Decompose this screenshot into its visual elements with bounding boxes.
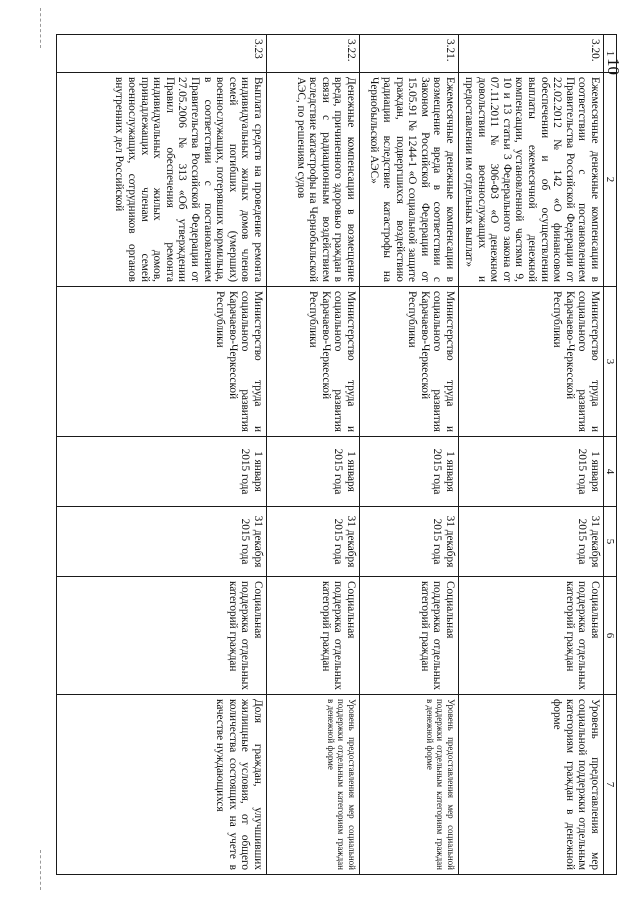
column-number-row xyxy=(604,35,617,875)
executor: Министерство труда и социального развития Карачаево-Черкесской Республики xyxy=(267,287,360,437)
executor: Министерство труда и социального развития Карачаево-Черкесской Республики xyxy=(459,287,604,437)
indicator: Уровень предоставления мер социальной поддержки отдельным категориям граждан в денежной форме xyxy=(459,695,604,875)
end-date: 31 декабря 2015 года xyxy=(57,507,267,577)
indicator: Уровень предоставления мер социальной поддержки отдельным категориям граждан в денежной форме xyxy=(360,695,459,875)
table-row xyxy=(360,35,459,875)
column-number: 7 xyxy=(604,695,617,875)
table-row xyxy=(57,35,267,875)
row-number: 3.22. xyxy=(267,35,360,73)
end-date: 31 декабря 2015 года xyxy=(267,507,360,577)
expected-result: Социальная поддержка отдельных категорий граждан xyxy=(360,577,459,695)
row-number: 3.20. xyxy=(459,35,604,73)
measures-table xyxy=(56,34,617,875)
expected-result: Социальная поддержка отдельных категорий граждан xyxy=(267,577,360,695)
table-row xyxy=(459,35,604,875)
rotated-table-page xyxy=(57,34,617,874)
page-number: 10 xyxy=(604,58,623,75)
end-date: 31 декабря 2015 года xyxy=(459,507,604,577)
column-number: 2 xyxy=(604,73,617,287)
scan-mark-top xyxy=(40,8,42,48)
measure-name: Ежемесячные денежные компенсации в возмещение вреда в соответствии с Законом Российской Федерации от 15.05.91 № 1244-1 «О социальной защите граждан, подвергшихся воздействию радиации вследствие катастрофы на Чернобыльской АЭС» xyxy=(360,73,459,287)
expected-result: Социальная поддержка отдельных категорий граждан xyxy=(459,577,604,695)
executor: Министерство труда и социального развития Карачаево-Черкесской Республики xyxy=(360,287,459,437)
start-date: 1 января 2015 года xyxy=(459,437,604,507)
column-number: 3 xyxy=(604,287,617,437)
column-number: 6 xyxy=(604,577,617,695)
column-number: 4 xyxy=(604,437,617,507)
row-number: 3.21. xyxy=(360,35,459,73)
start-date: 1 января 2015 года xyxy=(57,437,267,507)
indicator: Уровень предоставления мер социальной поддержки отдельным категориям граждан в денежной форме xyxy=(267,695,360,875)
row-number: 3.23 xyxy=(57,35,267,73)
table-row xyxy=(267,35,360,875)
measure-name: Выплата средств на проведение ремонта индивидуальных жилых домов членов семей погибших (умерших) военнослужащих, потерявших кормильца, в соответствии с постановлением Правительства Российской Федерации от 27.05.2006 № 313 «Об утверждении Правил обеспечения ремонта индивидуальных жилых домов, принадлежащих членам семей военнослужащих, сотрудников органов внутренних дел Российской xyxy=(57,73,267,287)
column-number: 5 xyxy=(604,507,617,577)
end-date: 31 декабря 2015 года xyxy=(360,507,459,577)
expected-result: Социальная поддержка отдельных категорий граждан xyxy=(57,577,267,695)
measure-name: Ежемесячные денежные компенсации в соответствии с постановлением Правительства Российской Федерации от 22.02.2012 № 142 «О финансовом обеспечении и об осуществлении выплаты ежемесячной денежной компенсации, установленной частями 9, 10 и 13 статьи 3 Федерального закона от 07.11.2011№ 306-ФЗ «О денежном довольствии военнослужащих и предоставлении им отдельных выплат» xyxy=(459,73,604,287)
indicator: Доля граждан, улучшивших жилищные условия, от общего количества состоящих на учете в качестве нуждающихся xyxy=(57,695,267,875)
executor: Министерство труда и социального развития Карачаево-Черкесской Республики xyxy=(57,287,267,437)
column-number: 1 xyxy=(604,35,617,73)
scan-mark-bottom xyxy=(40,850,42,890)
start-date: 1 января 2015 года xyxy=(267,437,360,507)
measure-name: Денежные компенсации в возмещение вреда, причиненного здоровью граждан в связи с радиационным воздействием вследствие катастрофы на Чернобыльской АЭС, по решениям судов xyxy=(267,73,360,287)
start-date: 1 января 2015 года xyxy=(360,437,459,507)
